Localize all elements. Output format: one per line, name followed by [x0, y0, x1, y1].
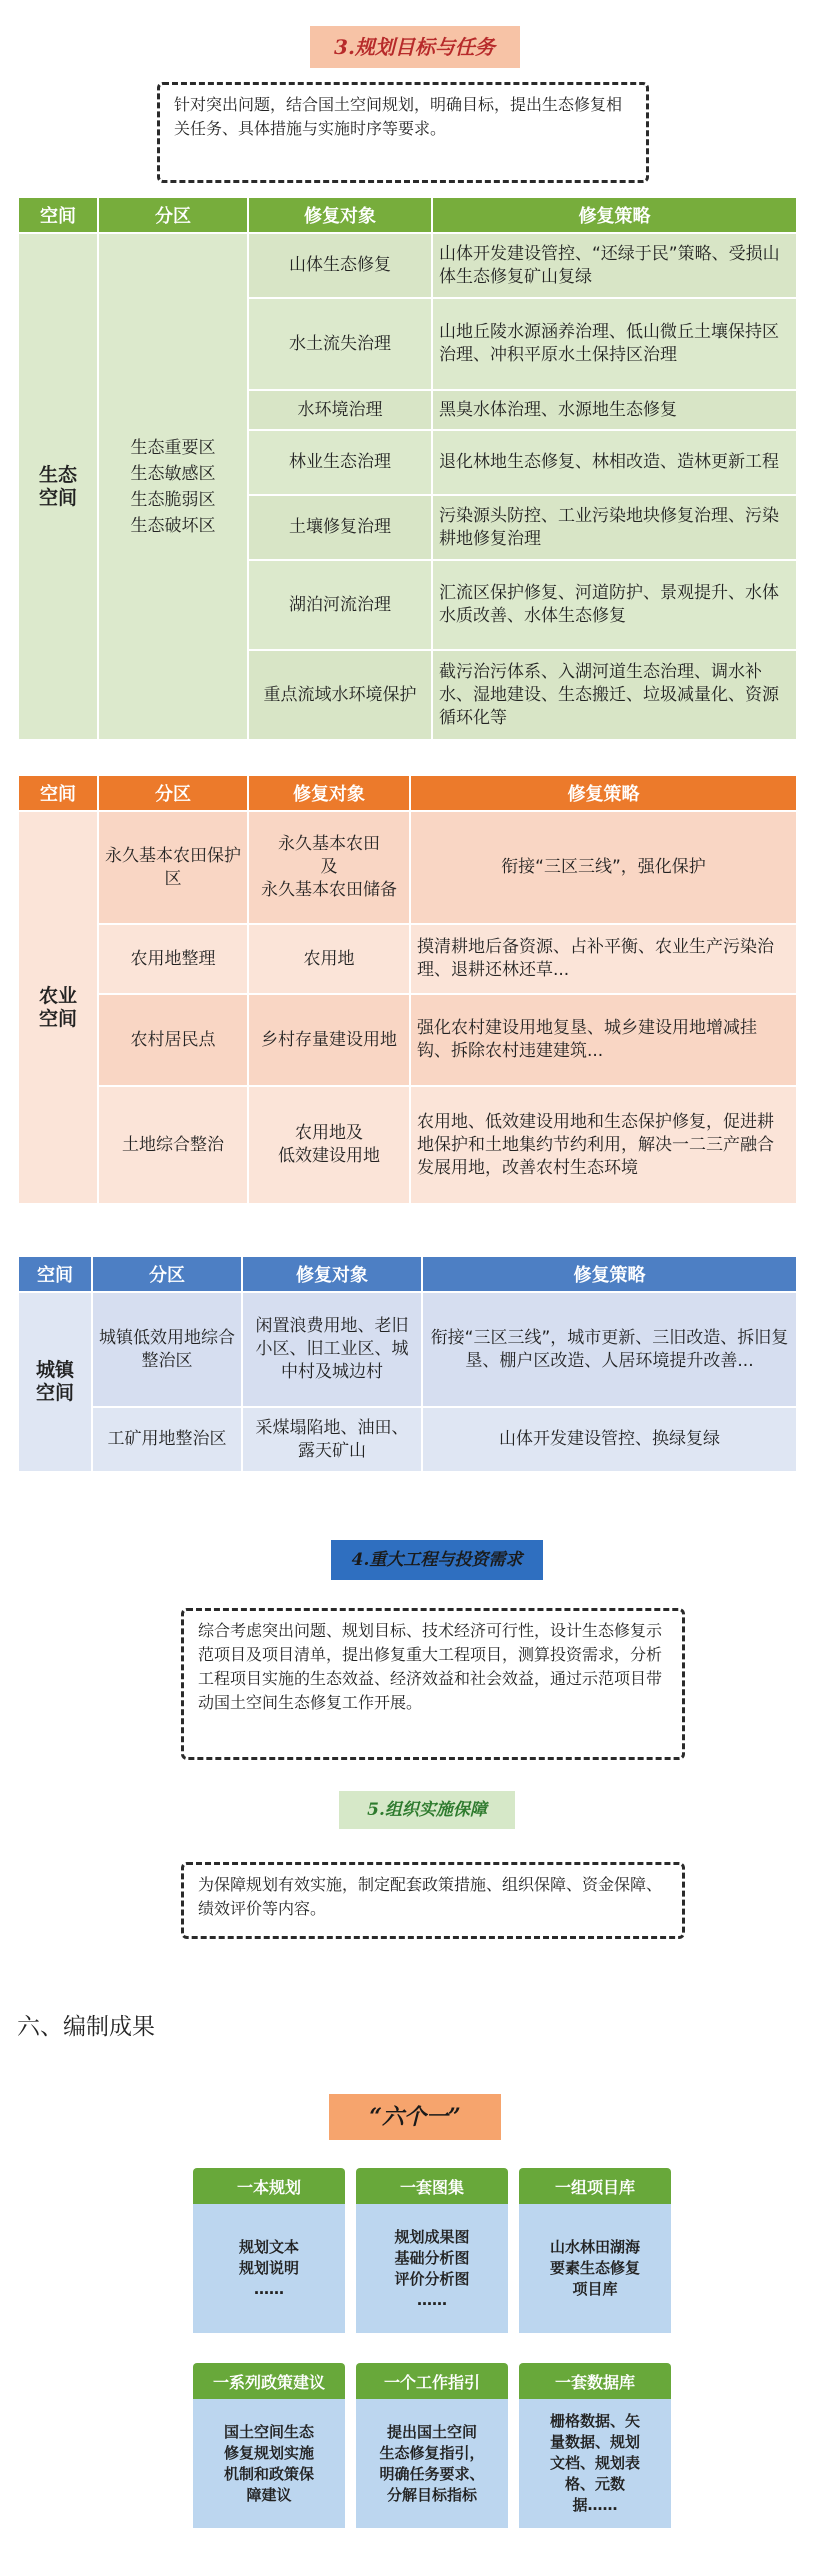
section3-title: 3.规划目标与任务 — [310, 26, 520, 68]
ecology-strategy: 截污治污体系、入湖河道生态治理、调水补水、湿地建设、生态搬迁、垃圾减量化、资源循环化等 — [433, 651, 796, 739]
agriculture-strategy: 农用地、低效建设用地和生态保护修复，促进耕地保护和土地集约节约利用，解决一二三产融合发展用地，改善农村生态环境 — [411, 1087, 796, 1203]
table-row — [19, 234, 796, 297]
header-target: 修复对象 — [249, 198, 431, 232]
card-title: 一套图集 — [356, 2168, 508, 2204]
header-space: 空间 — [19, 1257, 91, 1291]
card-body: 规划成果图 基础分析图 评价分析图 …… — [356, 2204, 508, 2333]
card-body: 提出国土空间 生态修复指引， 明确任务要求、 分解目标指标 — [356, 2399, 508, 2528]
header-space: 空间 — [19, 198, 97, 232]
agriculture-strategy: 衔接“三区三线”，强化保护 — [411, 812, 796, 923]
table-row — [19, 1408, 796, 1471]
header-zone: 分区 — [99, 776, 247, 810]
header-zone: 分区 — [99, 198, 247, 232]
ecology-strategy: 山地丘陵水源涵养治理、低山微丘土壤保持区治理、冲积平原水土保持区治理 — [433, 299, 796, 389]
header-strategy: 修复策略 — [411, 776, 796, 810]
urban-target: 采煤塌陷地、油田、露天矿山 — [243, 1408, 421, 1471]
card-title: 一个工作指引 — [356, 2363, 508, 2399]
card-title: 一系列政策建议 — [193, 2363, 345, 2399]
section6-heading: 六、编制成果 — [17, 2014, 155, 2040]
ecology-target: 水土流失治理 — [249, 299, 431, 389]
ecology-zone-label: 生态重要区 生态敏感区 生态脆弱区 生态破坏区 — [99, 234, 247, 739]
agriculture-space-label: 农业 空间 — [19, 812, 97, 1203]
urban-target: 闲置浪费用地、老旧小区、旧工业区、城中村及城边村 — [243, 1293, 421, 1406]
table-row — [19, 812, 796, 923]
urban-zone: 工矿用地整治区 — [93, 1408, 241, 1471]
ecology-target: 土壤修复治理 — [249, 496, 431, 559]
result-card — [519, 2363, 671, 2528]
card-body: 栅格数据、矢 量数据、规划 文档、规划表 格、元数 据…… — [519, 2399, 671, 2528]
agriculture-zone: 农村居民点 — [99, 995, 247, 1085]
result-card — [356, 2168, 508, 2333]
ecology-strategy: 汇流区保护修复、河道防护、景观提升、水体水质改善、水体生态修复 — [433, 561, 796, 649]
result-card — [193, 2363, 345, 2528]
agriculture-zone: 农用地整理 — [99, 925, 247, 993]
table-row — [19, 925, 796, 993]
ecology-strategy: 污染源头防控、工业污染地块修复治理、污染耕地修复治理 — [433, 496, 796, 559]
card-body: 国土空间生态 修复规划实施 机制和政策保 障建议 — [193, 2399, 345, 2528]
agriculture-table — [17, 774, 798, 1205]
agriculture-strategy: 强化农村建设用地复垦、城乡建设用地增减挂钩、拆除农村违建建筑... — [411, 995, 796, 1085]
agriculture-zone: 土地综合整治 — [99, 1087, 247, 1203]
agriculture-header-row — [19, 776, 796, 810]
agriculture-target: 农用地 — [249, 925, 409, 993]
table-row — [19, 995, 796, 1085]
section5-text: 为保障规划有效实施，制定配套政策措施、组织保障、资金保障、绩效评价等内容。 — [181, 1862, 685, 1939]
card-title: 一组项目库 — [519, 2168, 671, 2204]
urban-space-label: 城镇 空间 — [19, 1293, 91, 1471]
card-title: 一本规划 — [193, 2168, 345, 2204]
urban-header-row — [19, 1257, 796, 1291]
ecology-strategy: 黑臭水体治理、水源地生态修复 — [433, 391, 796, 429]
header-target: 修复对象 — [249, 776, 409, 810]
table-row — [19, 1087, 796, 1203]
header-target: 修复对象 — [243, 1257, 421, 1291]
header-zone: 分区 — [93, 1257, 241, 1291]
card-body: 山水林田湖海 要素生态修复 项目库 — [519, 2204, 671, 2333]
ecology-target: 水环境治理 — [249, 391, 431, 429]
ecology-header-row — [19, 198, 796, 232]
agriculture-target: 乡村存量建设用地 — [249, 995, 409, 1085]
agriculture-strategy: 摸清耕地后备资源、占补平衡、农业生产污染治理、退耕还林还草... — [411, 925, 796, 993]
section3-intro: 针对突出问题，结合国土空间规划，明确目标，提出生态修复相关任务、具体措施与实施时序等要求。 — [157, 82, 649, 183]
six-one-banner: “六个一” — [329, 2094, 501, 2140]
ecology-target: 山体生态修复 — [249, 234, 431, 297]
ecology-target: 林业生态治理 — [249, 431, 431, 494]
agriculture-zone: 永久基本农田保护区 — [99, 812, 247, 923]
result-card — [519, 2168, 671, 2333]
section5-title: 5.组织实施保障 — [339, 1791, 515, 1829]
section4-text: 综合考虑突出问题、规划目标、技术经济可行性，设计生态修复示范项目及项目清单，提出修复重大工程项目，测算投资需求，分析工程项目实施的生态效益、经济效益和社会效益，通过示范项目带动国土空间生态修复工作开展。 — [181, 1608, 685, 1760]
urban-table — [17, 1255, 798, 1473]
agriculture-target: 农用地及 低效建设用地 — [249, 1087, 409, 1203]
header-space: 空间 — [19, 776, 97, 810]
urban-strategy: 衔接“三区三线”，城市更新、三旧改造、拆旧复垦、棚户区改造、人居环境提升改善... — [423, 1293, 796, 1406]
result-card — [356, 2363, 508, 2528]
ecology-target: 湖泊河流治理 — [249, 561, 431, 649]
header-strategy: 修复策略 — [423, 1257, 796, 1291]
ecology-space-label: 生态 空间 — [19, 234, 97, 739]
card-title: 一套数据库 — [519, 2363, 671, 2399]
card-body: 规划文本 规划说明 …… — [193, 2204, 345, 2333]
result-card — [193, 2168, 345, 2333]
section4-title: 4.重大工程与投资需求 — [331, 1540, 543, 1580]
table-row — [19, 1293, 796, 1406]
ecology-target: 重点流域水环境保护 — [249, 651, 431, 739]
ecology-table — [17, 196, 798, 741]
agriculture-target: 永久基本农田 及 永久基本农田储备 — [249, 812, 409, 923]
urban-strategy: 山体开发建设管控、换绿复绿 — [423, 1408, 796, 1471]
urban-zone: 城镇低效用地综合整治区 — [93, 1293, 241, 1406]
ecology-strategy: 山体开发建设管控、“还绿于民”策略、受损山体生态修复矿山复绿 — [433, 234, 796, 297]
header-strategy: 修复策略 — [433, 198, 796, 232]
ecology-strategy: 退化林地生态修复、林相改造、造林更新工程 — [433, 431, 796, 494]
